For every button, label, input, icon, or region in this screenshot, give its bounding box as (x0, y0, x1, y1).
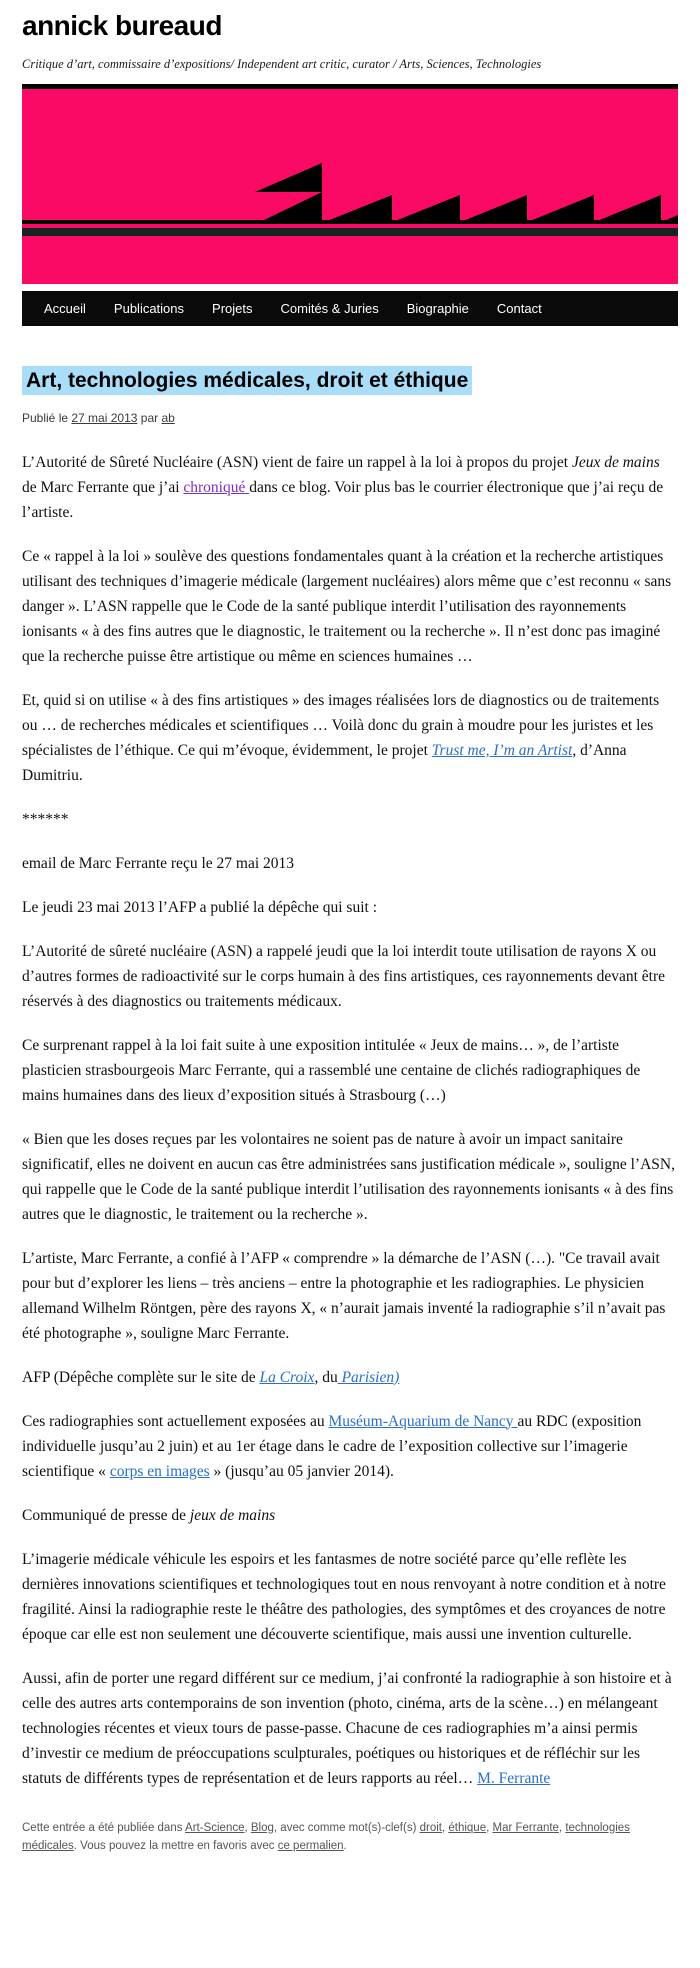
text-segment: » (jusqu’au 05 janvier 2014). (209, 1462, 394, 1480)
article-paragraph (22, 1666, 678, 1791)
text-segment: L’imagerie médicale véhicule les espoirs et les fantasmes de notre société parce qu’elle reflète les dernières innovations scientifiques et technologiques tout en nous renvoyant à notre condition et à notre fragilité. Ainsi la radiographie reste le théâtre des pathologies, des symptômes et des croyances de notre époque car elle est non seulement une découverte scientifique, mais aussi une invention culturelle. (22, 1550, 666, 1643)
article-paragraph (22, 688, 678, 788)
permalink-link[interactable]: ce permalien (277, 1840, 344, 1852)
author-link[interactable]: ab (161, 410, 175, 425)
article-paragraph (22, 851, 678, 876)
museum-aquarium-link[interactable]: Muséum-Aquarium de Nancy (328, 1412, 518, 1430)
text-segment: jeux de mains (189, 1506, 276, 1524)
text-segment: Jeux de mains (571, 453, 660, 471)
nav-item-publications[interactable]: Publications (113, 301, 185, 316)
text-segment: « Bien que les doses reçues par les volontaires ne soient pas de nature à avoir un impact sanitaire significatif, elles ne doivent en aucun cas être administrées sans justification médicale », souligne l’ASN, qui rappelle que le Code de la santé publique interdit l’utilisation des rayonnements ionisants « à des fins autres que le diagnostic, le traitement ou la recherche ». (22, 1130, 675, 1223)
article-paragraph (22, 1409, 678, 1484)
post-title-highlight: Art, technologies médicales, droit et éthique (22, 366, 472, 395)
tag-mar-ferrante-link[interactable]: Mar Ferrante (492, 1821, 559, 1834)
site-title: annick bureaud (22, 10, 222, 41)
article-paragraph (22, 1127, 678, 1227)
article-paragraph (22, 895, 678, 920)
text-segment: L’Autorité de sûreté nucléaire (ASN) a rappelé jeudi que la loi interdit toute utilisation de rayons X ou d’autres formes de radioactivité sur le corps humain à des fins artistiques, ces rayonnements devant être réservés à des diagnostics ou traitements médicaux. (22, 942, 666, 1010)
text-segment: de Marc Ferrante que j’ai (22, 478, 184, 496)
category-art-science-link[interactable]: Art-Science (185, 1821, 245, 1834)
text-segment: , (558, 1821, 566, 1834)
text-segment: Ce surprenant rappel à la loi fait suite à une exposition intitulée « Jeux de mains… », de l’artiste plasticien strasbourgeois Marc Ferrante, qui a rassemblé une centaine de clichés radiographiques de mains humaines dans des lieux d’exposition situés à Strasbourg (…) (22, 1036, 641, 1104)
article-paragraph (22, 1033, 678, 1108)
text-segment: L’Autorité de Sûreté Nucléaire (ASN) vient de faire un rappel à la loi à propos du projet (22, 453, 572, 471)
entry-footer (22, 1819, 678, 1872)
nav-item-accueil[interactable]: Accueil (44, 301, 86, 316)
text-segment: ****** (22, 810, 69, 828)
text-segment: , du (314, 1368, 338, 1386)
page (0, 10, 700, 1871)
header-banner-image (22, 84, 678, 284)
text-segment: , (441, 1821, 449, 1834)
tag-droit-link[interactable]: droit (419, 1821, 442, 1834)
text-segment: email de Marc Ferrante reçu le 27 mai 2013 (22, 854, 294, 872)
text-segment: , (486, 1821, 493, 1834)
text-segment: , (244, 1821, 251, 1834)
article-paragraph (22, 1365, 678, 1390)
nav-item-contact[interactable]: Contact (496, 301, 542, 316)
text-segment: Aussi, afin de porter une regard différent sur ce medium, j’ai confronté la radiographie à son histoire et à celle des autres arts contemporains de son invention (photo, cinéma, arts de la scène…) en mélangeant technologies récentes et vieux tours de passe-passe. Chacune de ces radiographies m’a ainsi permis d’investir ce medium de préoccupations sculpturales, poétiques ou historiques et de réfléchir sur les statuts de différents types de représentation et de leurs rapports au réel… (22, 1669, 672, 1787)
article-paragraph (22, 450, 678, 525)
corps-en-images-link[interactable]: corps en images (109, 1462, 210, 1480)
text-segment: au RDC (exposition individuelle jusqu’au 2 juin) et au 1er étage dans le cadre de l’exposition collective sur l’imagerie scientifique « (22, 1412, 642, 1480)
text-segment: Communiqué de presse de (22, 1506, 190, 1524)
text-segment: dans ce blog. Voir plus bas le courrier électronique que j’ai reçu de l’artiste. (22, 478, 664, 521)
article-paragraph (22, 544, 678, 669)
category-blog-link[interactable]: Blog (250, 1821, 274, 1834)
published-label: Publié le (22, 410, 69, 425)
text-segment: Cette entrée a été publiée dans (22, 1821, 186, 1834)
text-segment: L’artiste, Marc Ferrante, a confié à l’AFP « comprendre » la démarche de l’ASN (…). "Ce travail avait pour but d’explorer les liens – très anciens – entre la photographie et les radiographies. Le physicien allemand Wilhelm Röntgen, père des rayons X, « n’aurait jamais inventé la radiographie s’il n’avait pas été photographe », souligne Marc Ferrante. (22, 1249, 666, 1342)
m-ferrante-link[interactable]: M. Ferrante (477, 1769, 551, 1787)
post-title (22, 368, 678, 393)
text-segment: . Vous pouvez la mettre en favoris avec (73, 1840, 278, 1852)
nav-item-projets[interactable]: Projets (212, 301, 253, 316)
text-segment: Le jeudi 23 mai 2013 l’AFP a publié la dépêche qui suit : (22, 898, 377, 916)
main-nav (22, 291, 678, 326)
text-segment: . (343, 1840, 347, 1852)
banner-sawtooth-graphic (22, 84, 678, 284)
text-segment: AFP (Dépêche complète sur le site de (22, 1368, 260, 1386)
text-segment: , avec comme mot(s)-clef(s) (273, 1821, 420, 1834)
trust-me-link[interactable]: Trust me, I’m an Artist (431, 741, 573, 759)
article-paragraph (22, 1246, 678, 1346)
by-label: par (140, 410, 159, 425)
text-segment: , d’Anna Dumitriu. (22, 741, 627, 784)
post-meta (22, 411, 678, 425)
article-paragraph (22, 1547, 678, 1647)
tag-ethique-link[interactable]: éthique (448, 1821, 487, 1834)
nav-item-biographie[interactable]: Biographie (406, 301, 469, 316)
text-segment: Ces radiographies sont actuellement exposées au (22, 1412, 329, 1430)
article-body (22, 450, 678, 1791)
chronique-link[interactable]: chroniqué (183, 478, 250, 496)
la-croix-link[interactable]: La Croix (259, 1368, 315, 1386)
article-paragraph (22, 1503, 678, 1528)
text-segment: Et, quid si on utilise « à des fins artistiques » des images réalisées lors de diagnostics ou de traitements ou … de recherches médicales et scientifiques … Voilà donc du grain à moudre pour les juristes et les spécialistes de l’éthique. Ce qui m’évoque, évidemment, le projet (22, 691, 660, 759)
tag-technologies-medicales-link[interactable]: technologies médicales (22, 1821, 630, 1852)
text-segment: Ce « rappel à la loi » soulève des questions fondamentales quant à la création et la recherche artistiques utilisant des techniques d’imagerie médicale (largement nucléaires) alors même que c’est reconnu « sans danger ». L’ASN rappelle que le Code de la santé publique interdit l’utilisation des rayonnements ionisants « à des fins autres que le diagnostic, le traitement ou la recherche ». Il n’est donc pas imaginé que la recherche puisse être artistique ou même en sciences humaines … (22, 547, 672, 665)
parisien-link[interactable]: Parisien) (337, 1368, 400, 1386)
nav-item-comites-juries[interactable]: Comités & Juries (280, 301, 379, 316)
article-paragraph (22, 939, 678, 1014)
post-date-link[interactable]: 27 mai 2013 (71, 410, 138, 425)
site-subtitle: Critique d’art, commissaire d’expositions/ Independent art critic, curator / Arts, Sciences, Technologies (22, 57, 542, 71)
article-paragraph (22, 807, 678, 832)
